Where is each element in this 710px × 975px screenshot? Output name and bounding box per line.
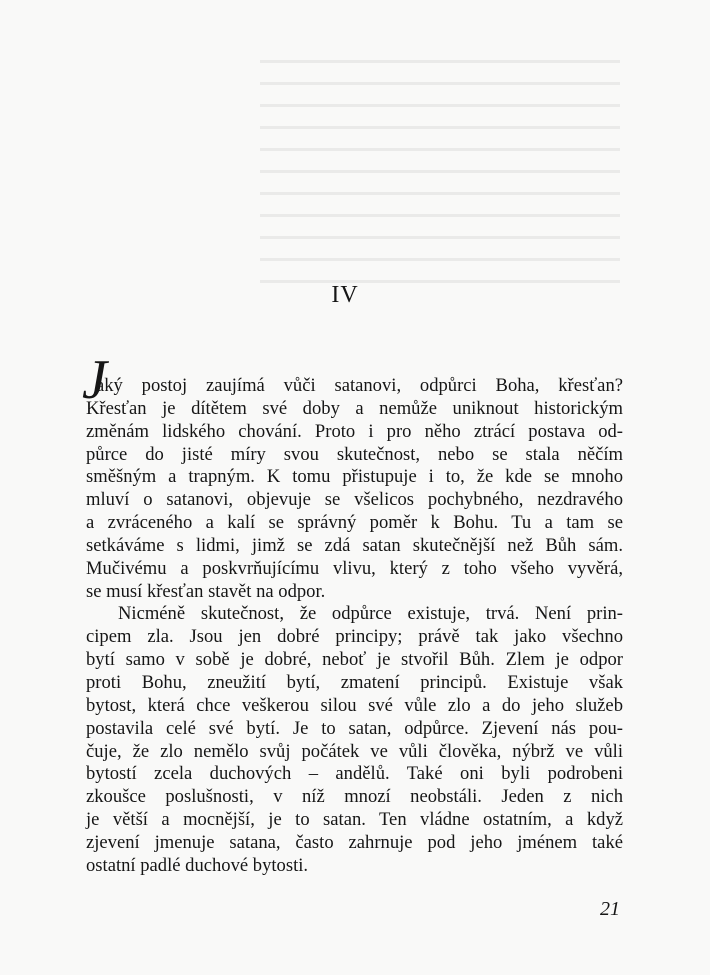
chapter-number: IV xyxy=(331,282,359,308)
text-line: bytí samo v sobě je dobré, neboť je stvořil Bůh. Zlem je odpor xyxy=(86,649,623,671)
body-text xyxy=(86,375,623,878)
text-line: cipem zla. Jsou jen dobré principy; právě tak jako všechno xyxy=(86,626,623,648)
text-line: a zvráceného a kalí se správný poměr k Bohu. Tu a tam se xyxy=(86,512,623,534)
text-line: postavila celé své bytí. Je to satan, odpůrce. Zjevení nás pou- xyxy=(86,717,623,739)
text-line: Nicméně skutečnost, že odpůrce existuje, trvá. Není prin- xyxy=(118,603,623,625)
text-line: bytost, která chce veškerou silou své vůle zlo a do jeho služeb xyxy=(86,694,623,716)
drop-cap: J xyxy=(82,349,107,411)
text-line: půrce do jisté míry svou skutečnost, nebo se stala něčím xyxy=(86,443,623,465)
text-line: čuje, že zlo nemělo svůj počátek ve vůli člověka, nýbrž ve vůli xyxy=(86,740,623,762)
text-line: Křesťan je dítětem své doby a nemůže uniknout historickým xyxy=(86,397,623,419)
text-line: ostatní padlé duchové bytosti. xyxy=(86,854,309,876)
text-line: směšným a trapným. K tomu přistupuje i to, že kde se mnoho xyxy=(86,466,623,488)
paragraph xyxy=(86,375,623,603)
text-line: aký postoj zaujímá vůči satanovi, odpůrci Boha, křesťan? xyxy=(96,375,623,396)
paragraph xyxy=(86,603,623,877)
text-line: bytostí zcela duchových – andělů. Také oni byli podrobeni xyxy=(86,763,623,785)
text-line: zjevení jmenuje satana, často zahrnuje pod jeho jménem také xyxy=(86,831,623,853)
text-line: je větší a mocnější, je to satan. Ten vládne ostatním, a když xyxy=(86,809,623,831)
text-line: mluví o satanovi, objevuje se všelicos pochybného, nezdravého xyxy=(86,489,623,511)
text-line: zkoušce poslušnosti, v níž mnozí neobstáli. Jeden z nich xyxy=(86,786,623,808)
text-line: se musí křesťan stavět na odpor. xyxy=(86,580,326,602)
text-line: setkáváme s lidmi, jimž se zdá satan skutečnější než Bůh sám. xyxy=(86,534,623,556)
text-line: změnám lidského chování. Proto i pro něho ztrácí postava od- xyxy=(86,420,623,442)
text-line: Mučivému a poskvrňujícímu vlivu, který z toho všeho vyvěrá, xyxy=(86,557,623,579)
bleed-through-text xyxy=(260,60,620,290)
text-line: proti Bohu, zneužití bytí, zmatení principů. Existuje však xyxy=(86,671,623,693)
page-number: 21 xyxy=(600,898,620,920)
